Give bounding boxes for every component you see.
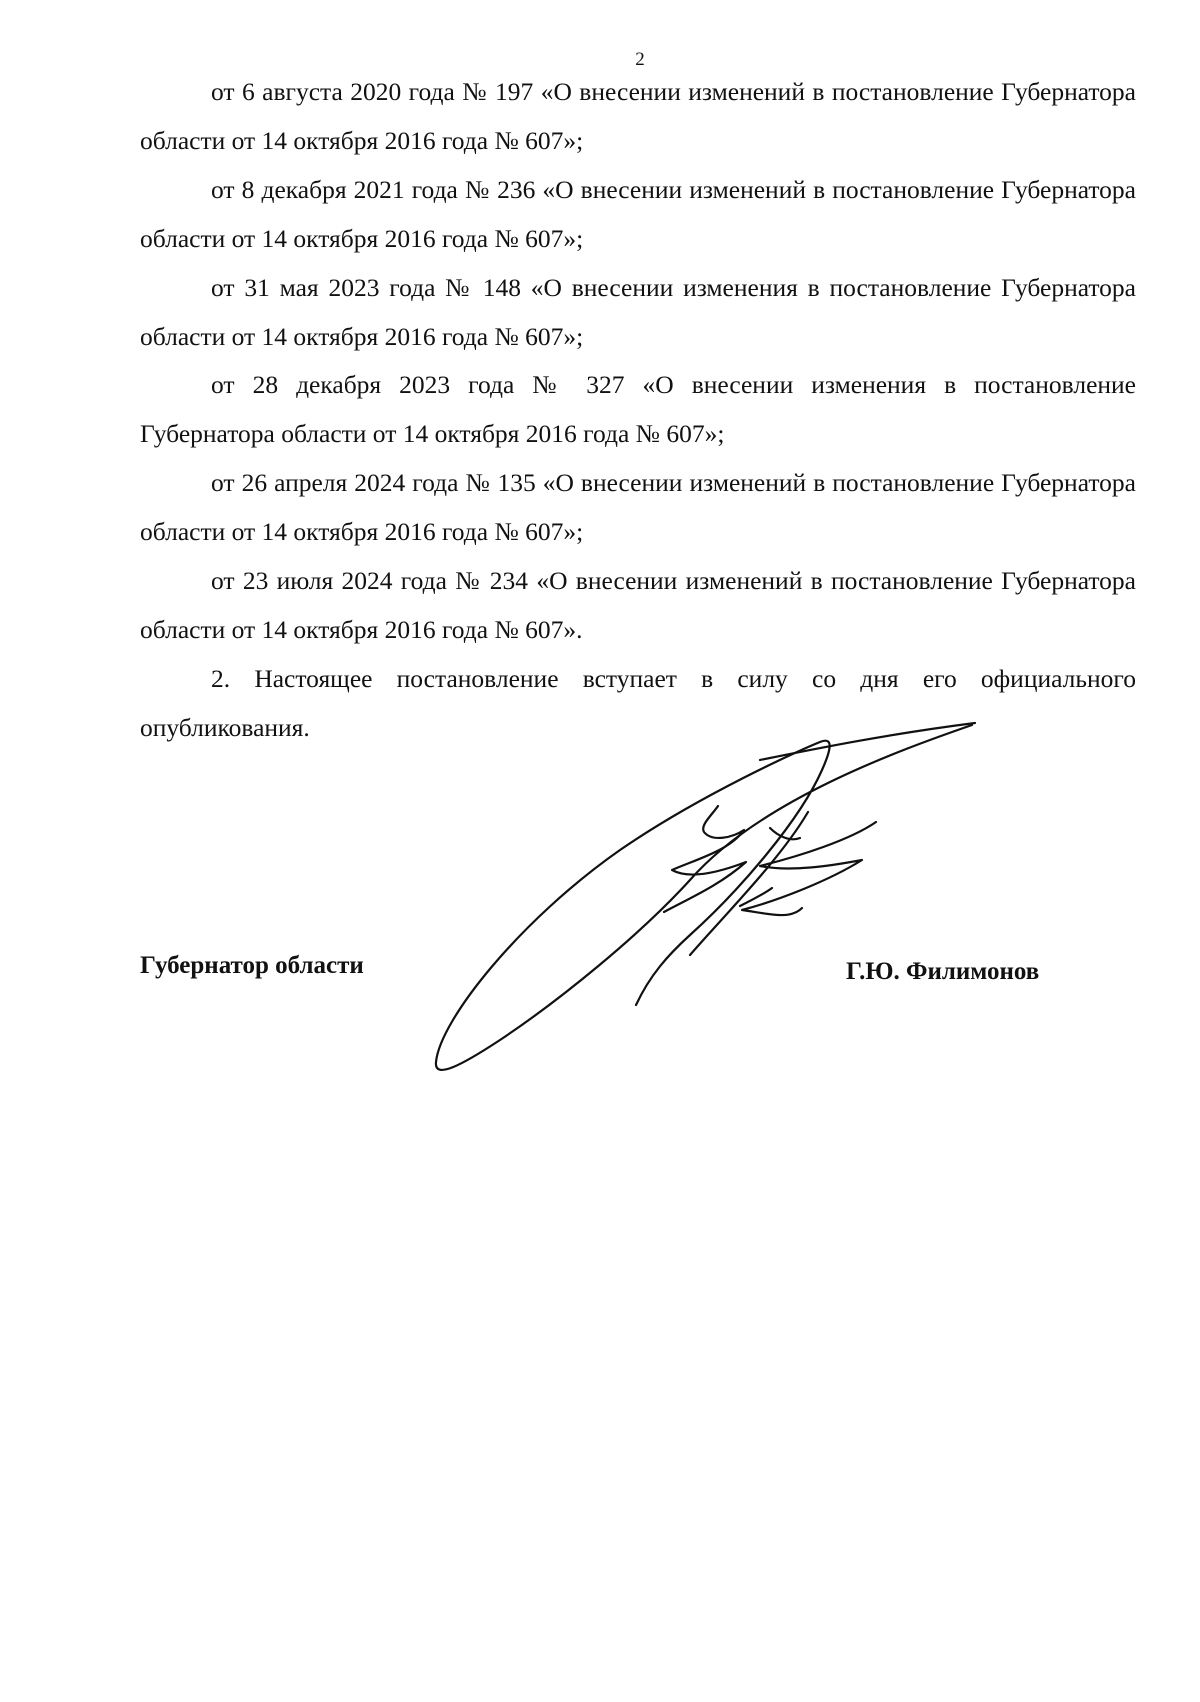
entry-into-force-paragraph: 2. Настоящее постановление вступает в силу со дня его официального опубликования.	[140, 663, 1136, 742]
signer-title: Губернатор области	[140, 952, 364, 979]
amendment-paragraph-5: от 26 апреля 2024 года № 135 «О внесении изменений в постановление Губернатора области от 14 октября 2016 года № 607»;	[140, 468, 1136, 547]
signer-name: Г.Ю. Филимонов	[846, 958, 1040, 985]
page-number: 2	[635, 49, 645, 70]
amendment-paragraph-4: от 28 декабря 2023 года № 327 «О внесении изменения в постановление Губернатора области от 14 октября 2016 года № 607»;	[140, 370, 1136, 449]
amendment-paragraph-2: от 8 декабря 2021 года № 236 «О внесении изменений в постановление Губернатора области от 14 октября 2016 года № 607»;	[140, 174, 1136, 253]
amendment-paragraph-1: от 6 августа 2020 года № 197 «О внесении изменений в постановление Губернатора области от 14 октября 2016 года № 607»;	[140, 77, 1136, 155]
amendment-paragraph-3: от 31 мая 2023 года № 148 «О внесении изменения в постановление Губернатора области от 14 октября 2016 года № 607»;	[140, 272, 1136, 351]
amendment-paragraph-6: от 23 июля 2024 года № 234 «О внесении изменений в постановление Губернатора области от 14 октября 2016 года № 607».	[140, 566, 1136, 644]
